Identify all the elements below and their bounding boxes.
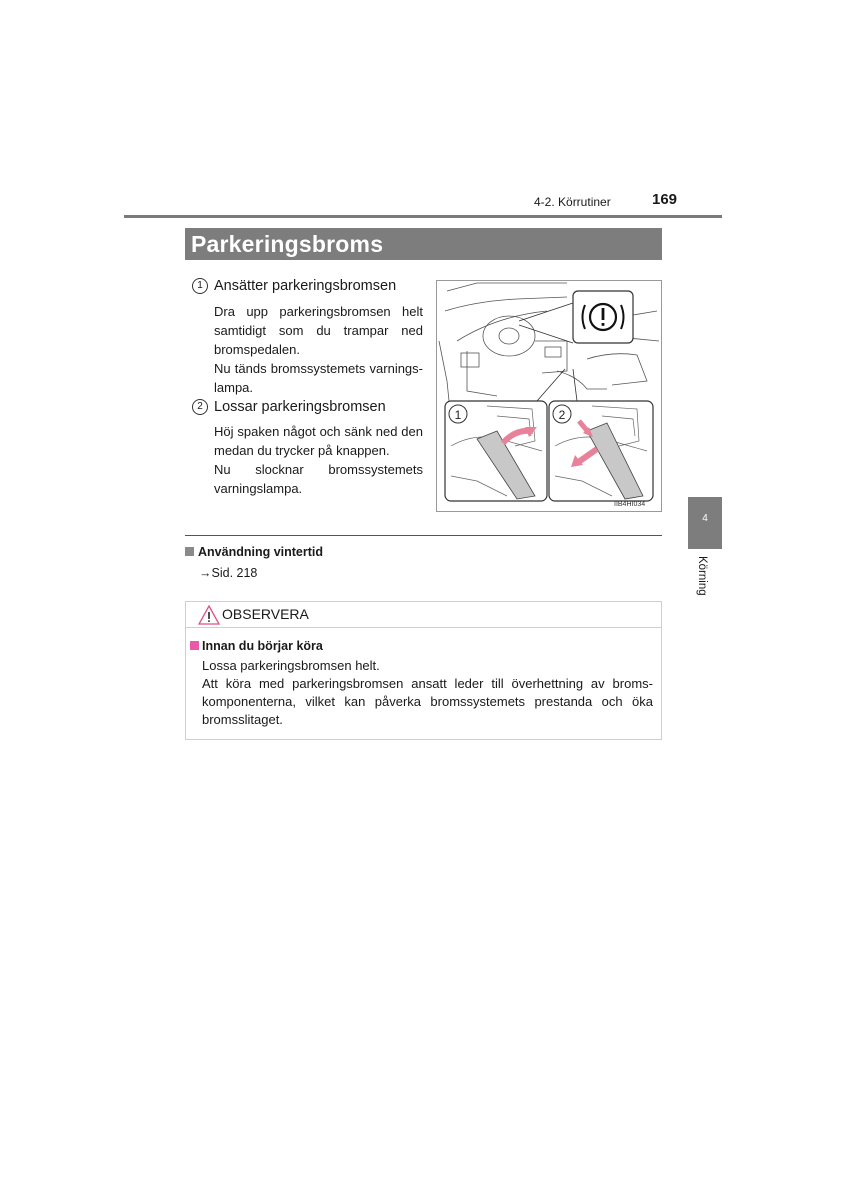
callout-lines — [519, 303, 573, 343]
step-1-heading-text: Ansätter parkeringsbromsen — [214, 278, 397, 294]
step-2-number: 2 — [192, 399, 208, 415]
caution-subheading — [190, 639, 323, 653]
step-2 — [192, 399, 386, 415]
step-2-paragraph: Höj spaken något och sänk ned den medan du trycker på knappen. — [214, 424, 423, 458]
caution-paragraph: Lossa parkeringsbromsen helt. — [202, 658, 380, 673]
chapter-tab[interactable]: 4 — [688, 497, 722, 549]
step-1 — [192, 278, 396, 294]
grey-square-icon — [185, 547, 194, 556]
page-title: Parkeringsbroms — [185, 228, 662, 260]
caution-header-divider — [186, 627, 661, 628]
step-1-body — [214, 302, 423, 397]
section-header: 4-2. Körrutiner — [534, 195, 611, 209]
caution-paragraph: Att köra med parkeringsbromsen ansatt leder till överhettning av broms-komponenterna, vilket kan påverka bromssystemets prestanda och öka bromsslitaget. — [202, 676, 653, 727]
winter-heading — [185, 545, 323, 559]
pink-square-icon — [190, 641, 199, 650]
chapter-label-text: Körning — [696, 556, 708, 596]
illustration-svg — [437, 281, 661, 511]
panel-1-label: 1 — [454, 408, 462, 422]
caution-subheading-text: Innan du börjar köra — [202, 639, 323, 653]
header-rule — [124, 215, 722, 218]
panel-2-label: 2 — [558, 408, 566, 422]
step-1-heading — [192, 278, 396, 294]
step-2-heading-text: Lossar parkeringsbromsen — [214, 399, 386, 415]
page-reference-link[interactable]: →Sid. 218 — [199, 566, 258, 580]
step-1-paragraph: Nu tänds bromssystemets varnings-lampa. — [214, 361, 423, 395]
chapter-label — [696, 556, 710, 604]
caution-body — [202, 657, 653, 729]
step-2-body — [214, 422, 423, 498]
warning-triangle-icon — [198, 605, 220, 630]
figure-code: IIB4HI034 — [614, 501, 646, 508]
step-2-paragraph: Nu slocknar bromssystemets varningslampa. — [214, 462, 423, 496]
step-1-paragraph: Dra upp parkeringsbromsen helt samtidigt som du trampar ned bromspedalen. — [214, 304, 423, 357]
step-1-number: 1 — [192, 278, 208, 294]
caution-title: OBSERVERA — [222, 606, 309, 622]
page-number: 169 — [652, 191, 678, 208]
step-2-heading — [192, 399, 386, 415]
parking-brake-illustration — [436, 280, 662, 512]
section-divider — [185, 535, 662, 536]
winter-heading-text: Användning vintertid — [198, 545, 323, 559]
